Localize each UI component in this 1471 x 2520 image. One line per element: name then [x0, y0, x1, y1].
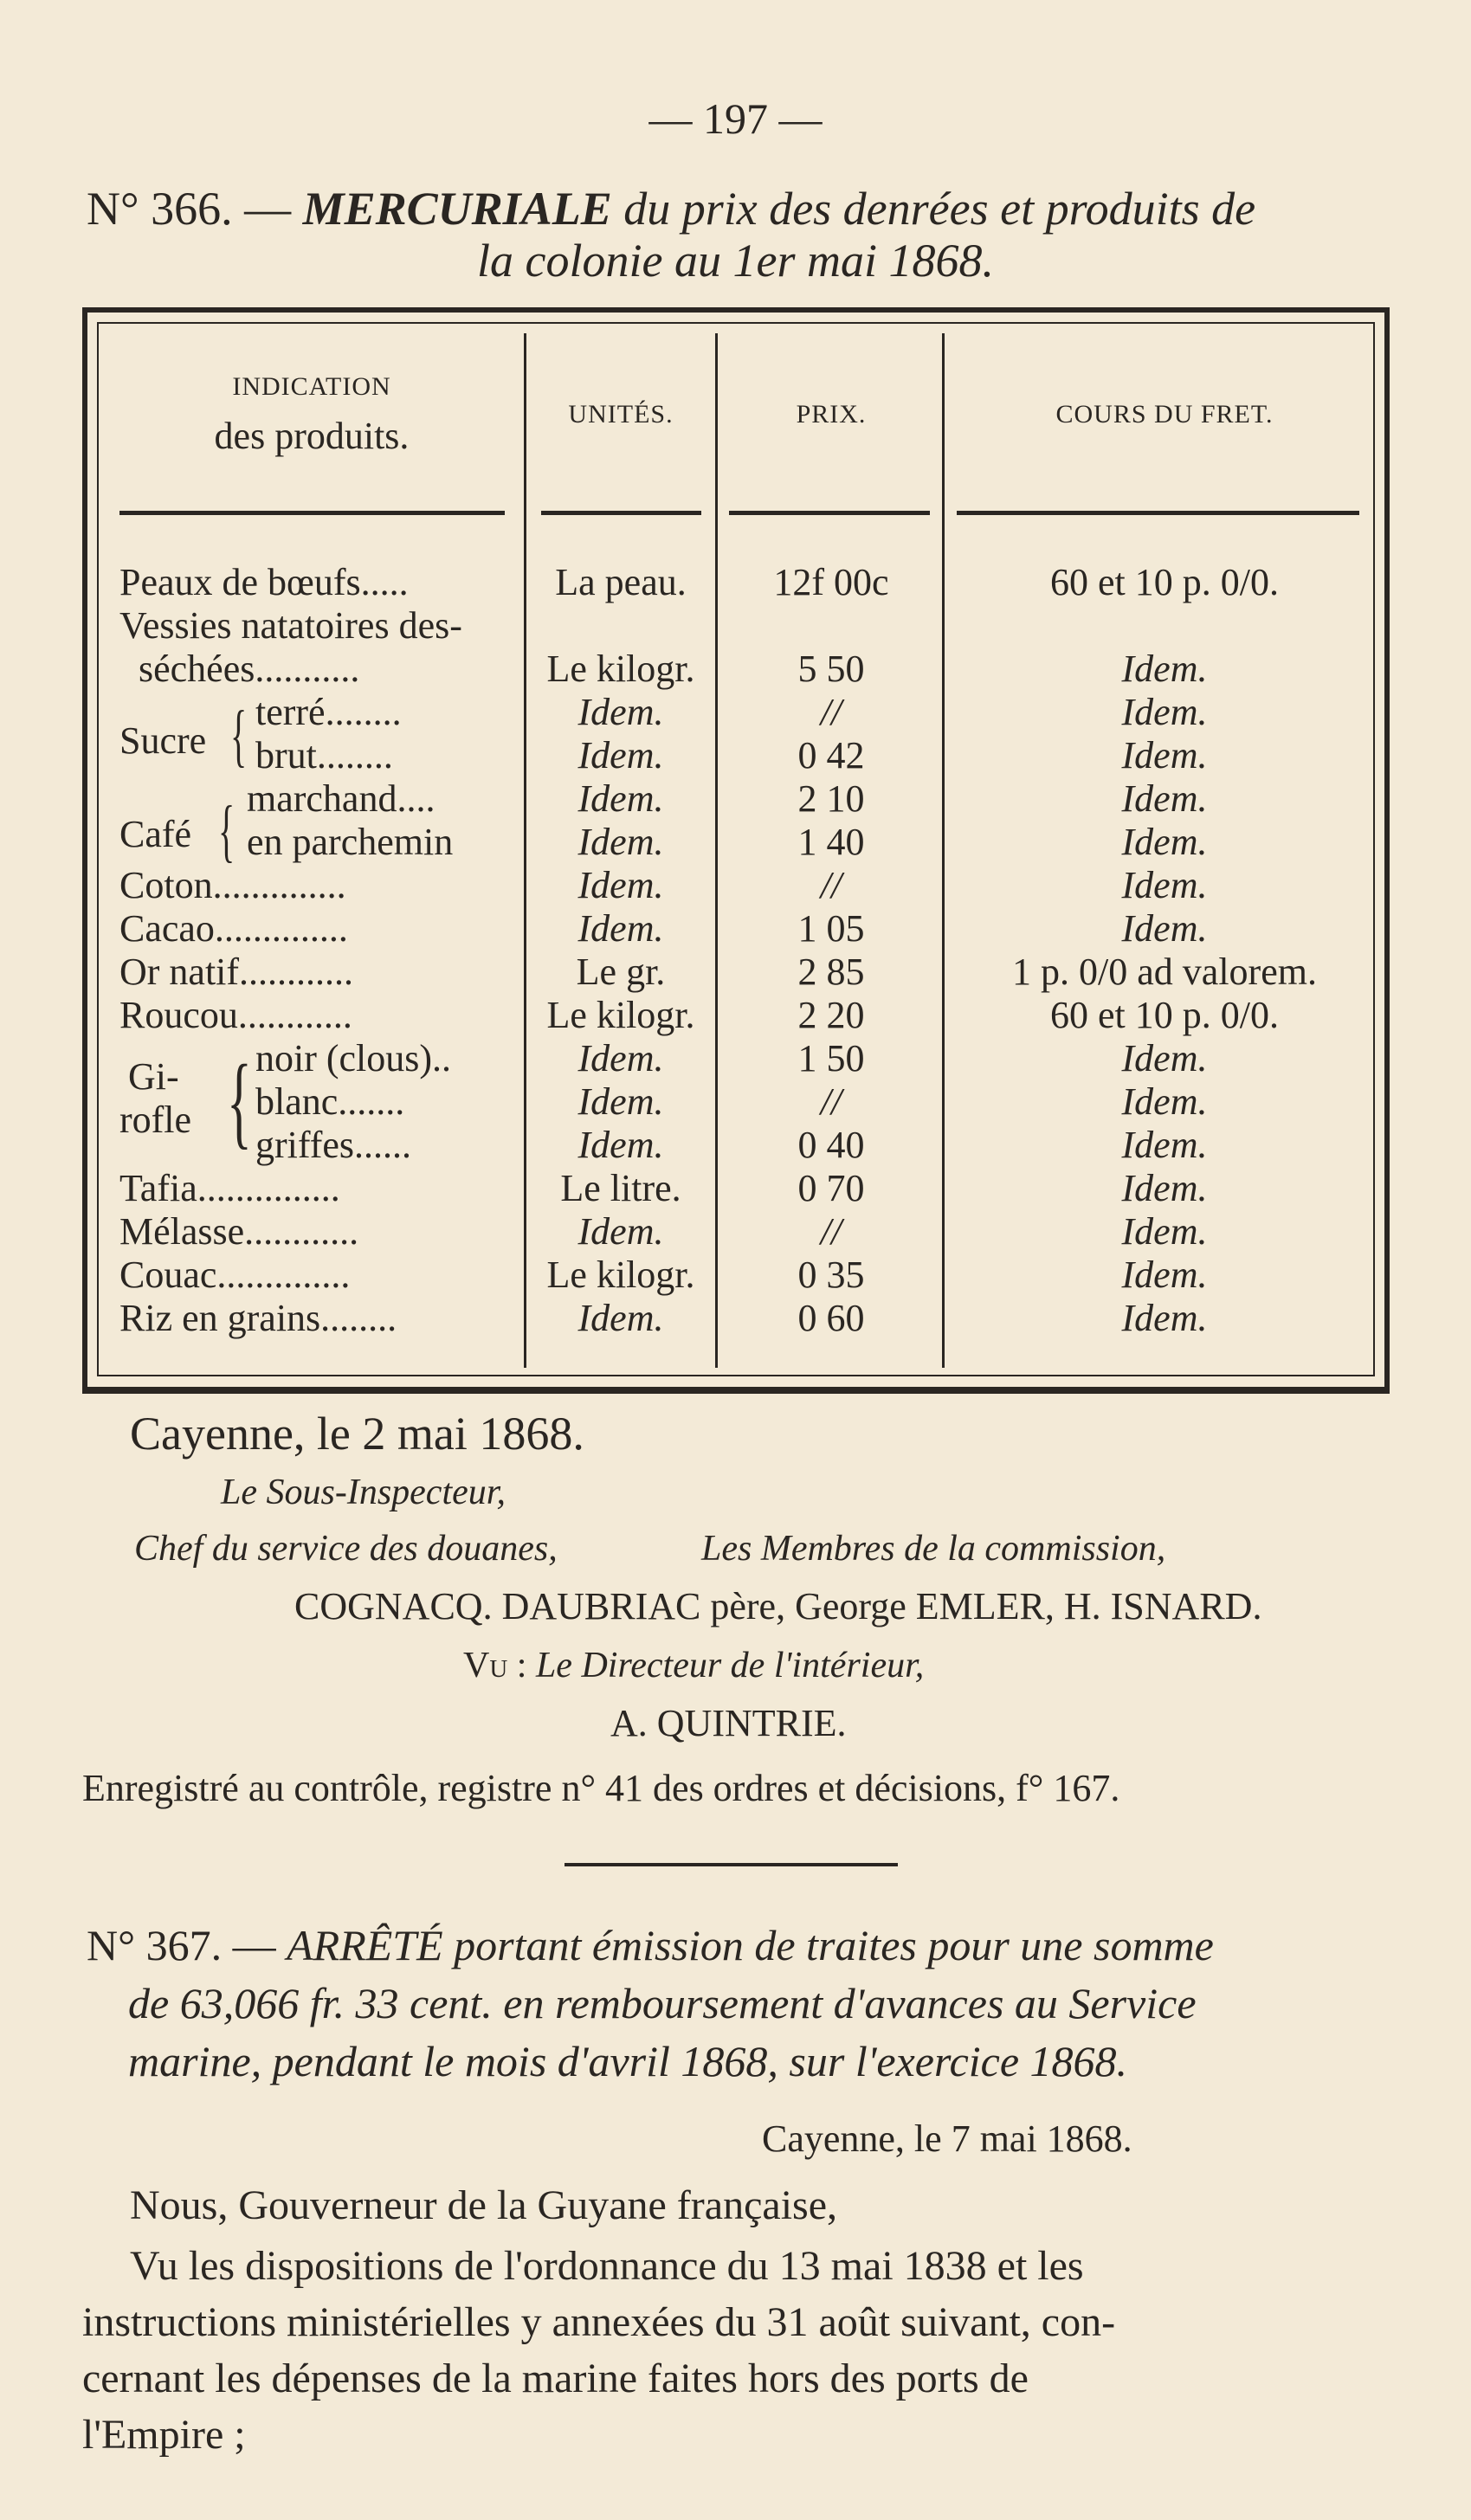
- table-cell-product: Vessies natatoires des-: [119, 604, 462, 647]
- table-cell-freight: Idem.: [1121, 1167, 1208, 1209]
- table-cell-unit: Le kilogr.: [546, 648, 695, 690]
- table-cell-freight: Idem.: [1121, 1210, 1208, 1253]
- brace-icon: {: [230, 698, 248, 774]
- table-cell-freight: 60 et 10 p. 0/0.: [1050, 994, 1279, 1036]
- header-price: PRIX.: [796, 400, 867, 429]
- separator-rule: [565, 1863, 898, 1866]
- table-cell-price: 12f 00c: [773, 561, 889, 603]
- sous-inspecteur: Le Sous-Inspecteur,: [221, 1473, 506, 1512]
- table-cell-unit: Idem.: [577, 1210, 664, 1253]
- quintrie: A. QUINTRIE.: [610, 1702, 847, 1744]
- table-cell-product: terré........: [255, 691, 402, 733]
- table-cell-price: 0 70: [797, 1167, 865, 1209]
- brace-icon: {: [227, 1043, 252, 1158]
- table-cell-price: 0 40: [797, 1124, 865, 1166]
- table-cell-product: griffes......: [255, 1124, 412, 1166]
- table-cell-unit: Idem.: [577, 691, 664, 733]
- chef-service: Chef du service des douanes,: [134, 1529, 558, 1569]
- signatures: COGNACQ. DAUBRIAC père, George EMLER, H. ISNARD.: [294, 1585, 1262, 1627]
- table-cell-product: en parchemin: [247, 821, 454, 863]
- table-cell-product: blanc.......: [255, 1080, 405, 1123]
- table-cell-price: 2 85: [797, 951, 865, 993]
- doc367-vu-2: instructions ministérielles y annexées du 31 août suivant, con-: [82, 2299, 1116, 2345]
- brace-icon: {: [218, 793, 235, 869]
- table-cell-unit: Le kilogr.: [546, 1254, 695, 1296]
- vu-label: Vu :: [463, 1646, 527, 1685]
- group-sucre: Sucre: [119, 719, 207, 762]
- table-cell-unit: Idem.: [577, 777, 664, 820]
- table-cell-product: Riz en grains........: [119, 1297, 397, 1339]
- table-bottom-rule: [82, 1387, 1390, 1390]
- table-cell-unit: Idem.: [577, 907, 664, 950]
- doc367-title-3: marine, pendant le mois d'avril 1868, sur l'exercice 1868.: [128, 2037, 1128, 2085]
- table-cell-freight: Idem.: [1121, 734, 1208, 777]
- title-number: N° 366. —: [87, 183, 292, 235]
- title-line-2: la colonie au 1er mai 1868.: [477, 235, 994, 287]
- document-367-title: [87, 1920, 1214, 1970]
- table-cell-unit: Idem.: [577, 1297, 664, 1339]
- table-cell-freight: Idem.: [1121, 1037, 1208, 1080]
- table-cell-price: 2 10: [797, 777, 865, 820]
- table-cell-unit: Idem.: [577, 1037, 664, 1080]
- table-cell-freight: Idem.: [1121, 907, 1208, 950]
- group-girofle-2: rofle: [119, 1099, 192, 1141]
- table-cell-price: //: [820, 691, 842, 733]
- registre-line: Enregistré au contrôle, registre n° 41 des ordres et décisions, f° 167.: [82, 1767, 1120, 1809]
- vu-text: Le Directeur de l'intérieur,: [535, 1646, 925, 1685]
- column-divider: [942, 333, 945, 1368]
- doc367-title-2: de 63,066 fr. 33 cent. en remboursement d'avances au Service: [128, 1979, 1197, 2027]
- table-cell-product: noir (clous)..: [255, 1037, 452, 1080]
- table-cell-price: //: [820, 1210, 842, 1253]
- table-cell-unit: Le litre.: [560, 1167, 681, 1209]
- group-cafe: Café: [119, 813, 192, 855]
- table-cell-freight: Idem.: [1121, 1080, 1208, 1123]
- table-cell-unit: La peau.: [555, 561, 687, 603]
- table-cell-product: Roucou............: [119, 994, 352, 1036]
- table-cell-price: 1 05: [797, 907, 865, 950]
- header-rule: [957, 511, 1359, 515]
- doc367-vu-3: cernant les dépenses de la marine faites hors des ports de: [82, 2356, 1029, 2401]
- header-freight: COURS DU FRET.: [1055, 400, 1274, 429]
- table-cell-price: 2 20: [797, 994, 865, 1036]
- table-cell-price: 1 40: [797, 821, 865, 863]
- title-rest: du prix des denrées et produits de: [623, 183, 1256, 235]
- table-cell-freight: Idem.: [1121, 821, 1208, 863]
- table-cell-freight: 1 p. 0/0 ad valorem.: [1012, 951, 1317, 993]
- vu-line: [463, 1645, 924, 1686]
- doc367-vu-4: l'Empire ;: [82, 2412, 246, 2458]
- table-cell-freight: Idem.: [1121, 777, 1208, 820]
- table-cell-product: Coton..............: [119, 864, 346, 906]
- table-cell-price: 5 50: [797, 648, 865, 690]
- table-cell-unit: Idem.: [577, 734, 664, 777]
- doc367-place-date: Cayenne, le 7 mai 1868.: [762, 2117, 1132, 2160]
- document-366-title: [87, 182, 1255, 235]
- table-cell-freight: Idem.: [1121, 648, 1208, 690]
- table-cell-unit: Idem.: [577, 821, 664, 863]
- table-cell-product: Mélasse............: [119, 1210, 359, 1253]
- table-cell-price: 1 50: [797, 1037, 865, 1080]
- membres-commission: Les Membres de la commission,: [701, 1529, 1166, 1569]
- column-divider: [524, 333, 526, 1368]
- table-cell-freight: Idem.: [1121, 864, 1208, 906]
- table-cell-unit: Idem.: [577, 864, 664, 906]
- doc367-vu-1: Vu les dispositions de l'ordonnance du 13 mai 1838 et les: [130, 2243, 1084, 2289]
- table-cell-freight: 60 et 10 p. 0/0.: [1050, 561, 1279, 603]
- header-rule: [119, 511, 505, 515]
- table-cell-product: séchées...........: [139, 648, 360, 690]
- header-rule: [541, 511, 701, 515]
- table-cell-unit: Idem.: [577, 1080, 664, 1123]
- table-cell-product: Or natif............: [119, 951, 354, 993]
- place-date: Cayenne, le 2 mai 1868.: [130, 1408, 584, 1460]
- table-cell-product: Couac..............: [119, 1254, 351, 1296]
- header-product-2: des produits.: [214, 415, 410, 457]
- header-rule: [729, 511, 930, 515]
- table-cell-unit: Le kilogr.: [546, 994, 695, 1036]
- table-cell-freight: Idem.: [1121, 1297, 1208, 1339]
- table-cell-product: brut........: [255, 734, 393, 777]
- column-divider: [715, 333, 718, 1368]
- page-number: — 197 —: [648, 94, 823, 143]
- table-cell-price: //: [820, 1080, 842, 1123]
- table-cell-unit: Le gr.: [576, 951, 666, 993]
- title-main: MERCURIALE: [302, 183, 612, 235]
- table-cell-price: 0 35: [797, 1254, 865, 1296]
- doc367-title-1: ARRÊTÉ portant émission de traites pour une somme: [287, 1921, 1214, 1969]
- header-units: UNITÉS.: [568, 400, 674, 429]
- table-cell-product: Cacao..............: [119, 907, 348, 950]
- table-cell-unit: Idem.: [577, 1124, 664, 1166]
- table-cell-product: Peaux de bœufs.....: [119, 561, 409, 603]
- doc367-number: N° 367. —: [87, 1921, 276, 1969]
- table-cell-freight: Idem.: [1121, 1254, 1208, 1296]
- header-product-1: INDICATION: [232, 372, 391, 401]
- table-cell-price: 0 60: [797, 1297, 865, 1339]
- table-cell-price: 0 42: [797, 734, 865, 777]
- table-cell-price: //: [820, 864, 842, 906]
- table-cell-freight: Idem.: [1121, 1124, 1208, 1166]
- table-cell-product: Tafia...............: [119, 1167, 340, 1209]
- table-cell-product: marchand....: [247, 777, 435, 820]
- doc367-nous: Nous, Gouverneur de la Guyane française,: [130, 2182, 838, 2228]
- group-girofle-1: Gi-: [128, 1055, 179, 1098]
- table-cell-freight: Idem.: [1121, 691, 1208, 733]
